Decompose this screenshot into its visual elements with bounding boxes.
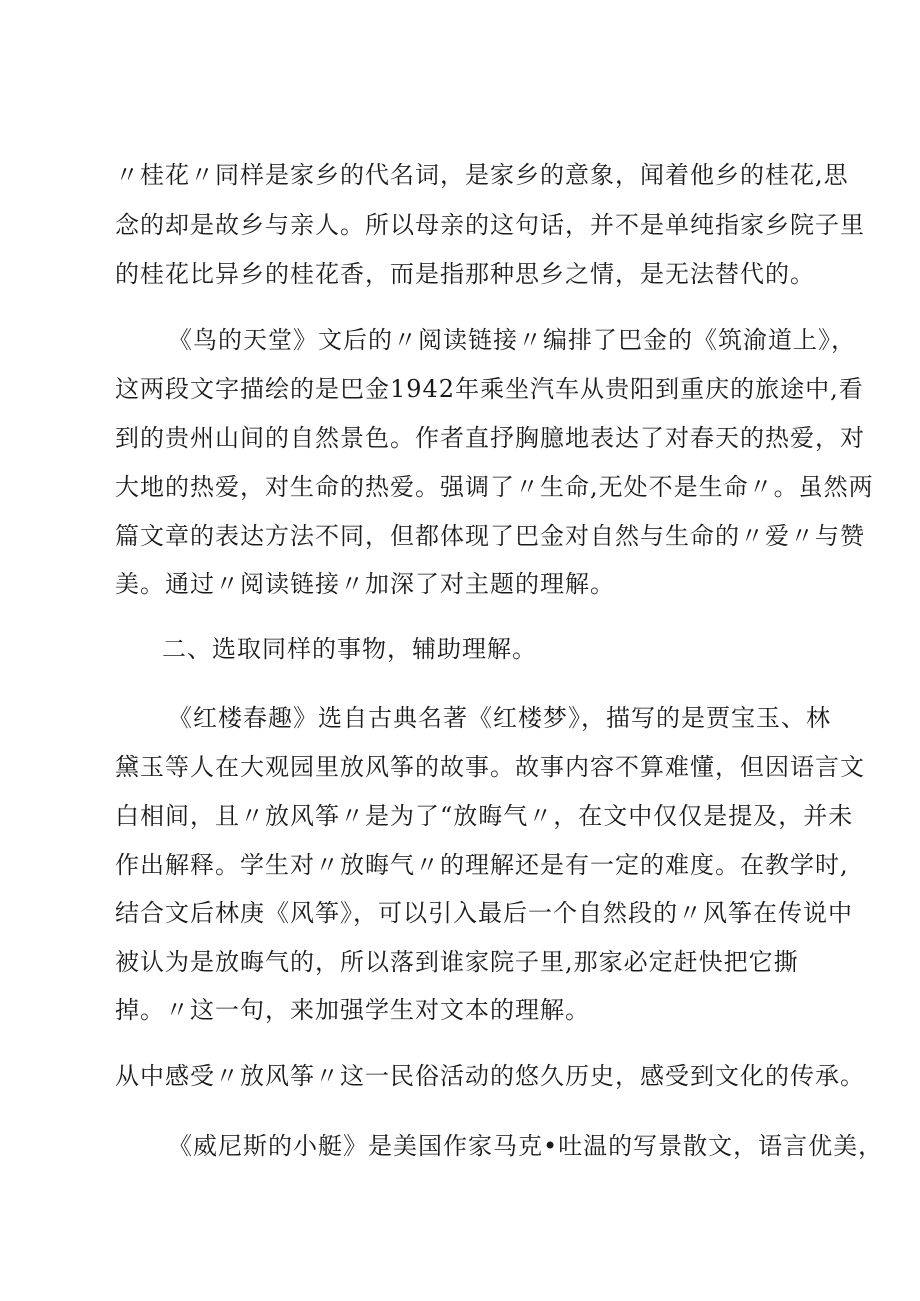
paragraph-line: 〃桂花〃同样是家乡的代名词，是家乡的意象，闻着他乡的桂花,思 xyxy=(115,161,849,189)
paragraph-line: 掉。〃这一句，来加强学生对文本的理解。 xyxy=(115,996,590,1024)
paragraph-line: 这两段文字描绘的是巴金1942年乘坐汽车从贵阳到重庆的旅途中,看 xyxy=(115,375,864,403)
paragraph-line: 被认为是放晦气的，所以落到谁家院子里,那家必定赶快把它撕 xyxy=(115,948,799,976)
paragraph-line: 结合文后林庚《风筝》，可以引入最后一个自然段的〃风筝在传说中 xyxy=(115,899,853,927)
paragraph-line: 念的却是故乡与亲人。所以母亲的这句话，并不是单纯指家乡院子里 xyxy=(115,211,865,239)
paragraph-line: 《鸟的天堂》文后的〃阅读链接〃编排了巴金的《筑渝道上》， xyxy=(168,326,856,354)
paragraph-line: 从中感受〃放风筝〃这一民俗活动的悠久历史，感受到文化的传承。 xyxy=(115,1062,865,1090)
section-heading: 二、选取同样的事物，辅助理解。 xyxy=(162,635,537,663)
paragraph-line: 作出解释。学生对〃放晦气〃的理解还是有一定的难度。在教学时, xyxy=(115,851,849,879)
paragraph-line: 美。通过〃阅读链接〃加深了对主题的理解。 xyxy=(115,570,615,598)
paragraph-line: 篇文章的表达方法不同，但都体现了巴金对自然与生命的〃爱〃与赞 xyxy=(115,522,865,550)
paragraph-line: 到的贵州山间的自然景色。作者直抒胸臆地表达了对春天的热爱，对 xyxy=(115,424,865,452)
paragraph-line: 白相间，且〃放风筝〃是为了“放晦气〃，在文中仅仅是提及，并未 xyxy=(115,802,854,830)
paragraph-line: 大地的热爱，对生命的热爱。强调了〃生命,无处不是生命〃。虽然两 xyxy=(115,473,874,501)
paragraph-line: 《红楼春趣》选自古典名著《红楼梦》，描写的是贾宝玉、林 xyxy=(168,704,831,732)
paragraph-line: 黛玉等人在大观园里放风筝的故事。故事内容不算难懂，但因语言文 xyxy=(115,753,865,781)
paragraph-line: 《威尼斯的小艇》是美国作家马克•吐温的写景散文，语言优美， xyxy=(168,1132,884,1160)
paragraph-line: 的桂花比异乡的桂花香，而是指那种思乡之情，是无法替代的。 xyxy=(115,260,815,288)
